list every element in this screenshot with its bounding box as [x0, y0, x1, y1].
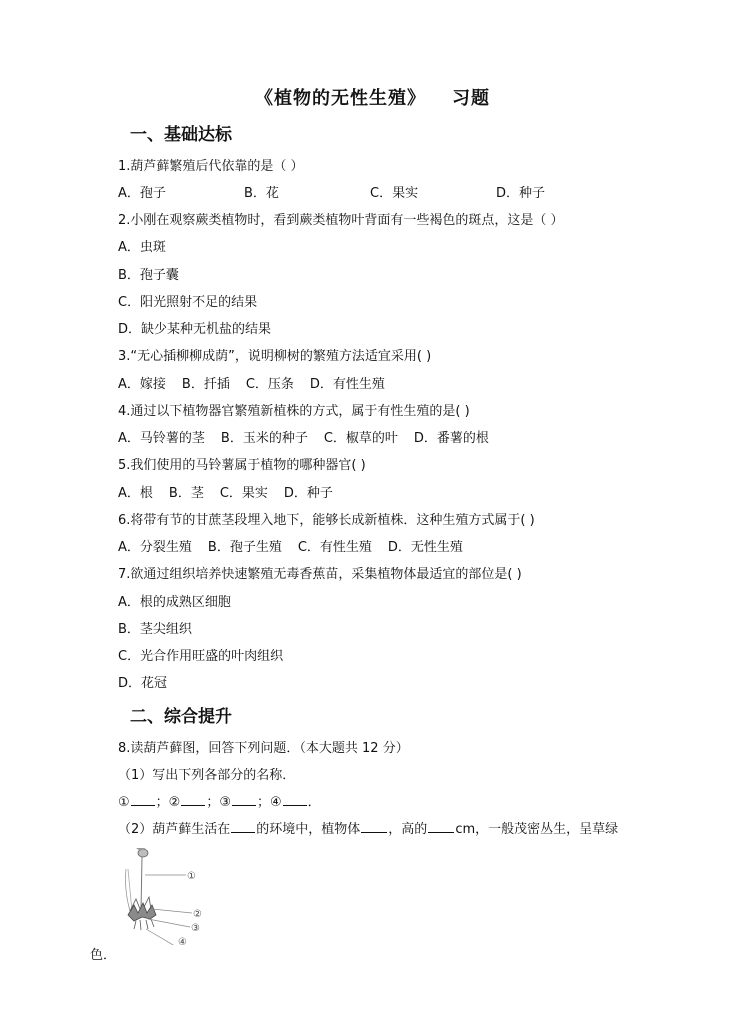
q7-stem: 7.欲通过组织培养快速繁殖无毒香蕉苗，采集植物体最适宜的部位是( )	[118, 567, 522, 582]
q6-option-d: D．无性生殖	[387, 540, 463, 555]
moss-leafy-shoot	[128, 897, 156, 921]
answer-blank-habitat[interactable]	[231, 821, 255, 833]
q7-option-c: C．光合作用旺盛的叶肉组织	[118, 649, 284, 664]
q4-stem: 4.通过以下植物器官繁殖新植株的方式，属于有性生殖的是( )	[118, 404, 470, 419]
q8-name-blanks	[118, 791, 321, 810]
q4-option-a: A．马铃薯的茎	[118, 431, 205, 446]
q3-option-d: D．有性生殖	[309, 377, 385, 392]
separator: ；	[206, 795, 220, 810]
q5-option-d: D．种子	[283, 486, 333, 501]
moss-sporophyte-outline	[126, 869, 131, 911]
blank-label-3: ③	[219, 795, 231, 810]
title-suffix: 习题	[452, 88, 490, 109]
q8-sub2-tail: 色．	[90, 948, 117, 963]
q1-option-a: A．孢子	[118, 186, 166, 201]
end-mark: ．	[307, 795, 321, 810]
q6-option-a: A．分裂生殖	[118, 540, 192, 555]
blank-label-4: ④	[270, 795, 282, 810]
answer-blank-3[interactable]	[232, 794, 256, 806]
q3-option-a: A．嫁接	[118, 377, 166, 392]
title-main: 《植物的无性生殖》	[255, 88, 426, 109]
q3-option-b: B．扦插	[181, 377, 230, 392]
separator: ；	[155, 795, 169, 810]
q1-stem: 1.葫芦藓繁殖后代依靠的是（ ）	[118, 159, 304, 174]
q2-stem: 2.小刚在观察蕨类植物时，看到蕨类植物叶背面有一些褐色的斑点，这是（ ）	[118, 213, 564, 228]
q3-options	[118, 373, 401, 392]
blank-label-2: ②	[168, 795, 181, 810]
q8-sub2-part-a: （2）葫芦藓生活在	[118, 822, 231, 837]
q4-option-b: B．玉米的种子	[220, 431, 308, 446]
figure-label-2: ②	[193, 909, 202, 920]
q1-option-c: C．果实	[370, 186, 419, 201]
q8-sub2	[118, 818, 618, 837]
q4-option-c: C．椒草的叶	[323, 431, 398, 446]
q4-option-d: D．番薯的根	[413, 431, 489, 446]
q2-option-a: A．虫斑	[118, 240, 166, 255]
answer-blank-1[interactable]	[131, 794, 155, 806]
figure-label-1: ①	[187, 871, 196, 882]
q1-option-b: B．花	[244, 186, 279, 201]
moss-capsule	[136, 848, 148, 857]
section-advanced-heading: 二、综合提升	[130, 707, 232, 727]
section-basic-heading: 一、基础达标	[130, 125, 232, 145]
q5-option-b: B．茎	[168, 486, 204, 501]
q6-option-b: B．孢子生殖	[207, 540, 282, 555]
q2-option-b: B．孢子囊	[118, 268, 179, 283]
answer-blank-4[interactable]	[283, 794, 307, 806]
q2-option-d: D．缺少某种无机盐的结果	[118, 322, 272, 337]
q2-option-c: C．阳光照射不足的结果	[118, 295, 258, 310]
answer-blank-height[interactable]	[428, 821, 454, 833]
q8-sub2-part-b: 的环境中，植物体	[256, 822, 361, 837]
moss-diagram	[116, 845, 212, 945]
moss-rhizoids	[134, 919, 154, 930]
q1-options	[118, 182, 622, 201]
q6-option-c: C．有性生殖	[297, 540, 372, 555]
q6-stem: 6.将带有节的甘蔗茎段埋入地下，能够长成新植株．这种生殖方式属于( )	[118, 513, 535, 528]
q4-options	[118, 427, 505, 446]
q8-stem: 8.读葫芦藓图，回答下列问题．（本大题共 12 分）	[118, 741, 409, 756]
q7-option-b: B．茎尖组织	[118, 622, 192, 637]
answer-blank-body[interactable]	[361, 821, 387, 833]
q8-sub1: （1）写出下列各部分的名称．	[118, 768, 296, 783]
figure-label-3: ③	[191, 923, 200, 934]
q1-option-d: D．种子	[496, 186, 546, 201]
figure-label-4: ④	[178, 937, 187, 945]
q7-option-a: A．根的成熟区细胞	[118, 595, 231, 610]
q3-option-c: C．压条	[245, 377, 294, 392]
page-title	[0, 84, 745, 110]
q6-options	[118, 536, 479, 555]
separator: ；	[257, 795, 271, 810]
q5-options	[118, 482, 349, 501]
q5-stem: 5.我们使用的马铃薯属于植物的哪种器官( )	[118, 458, 366, 473]
answer-blank-2[interactable]	[181, 794, 205, 806]
q8-sub2-part-c: ，高的	[388, 822, 428, 837]
q3-stem: 3.“无心插柳柳成荫”，说明柳树的繁殖方法适宜采用( )	[118, 349, 432, 364]
blank-label-1: ①	[118, 795, 130, 810]
q7-option-d: D．花冠	[118, 676, 168, 691]
q5-option-c: C．果实	[219, 486, 268, 501]
q5-option-a: A．根	[118, 486, 153, 501]
moss-seta	[141, 857, 142, 911]
q8-sub2-part-d: cm，一般茂密丛生，呈草绿	[455, 822, 619, 837]
